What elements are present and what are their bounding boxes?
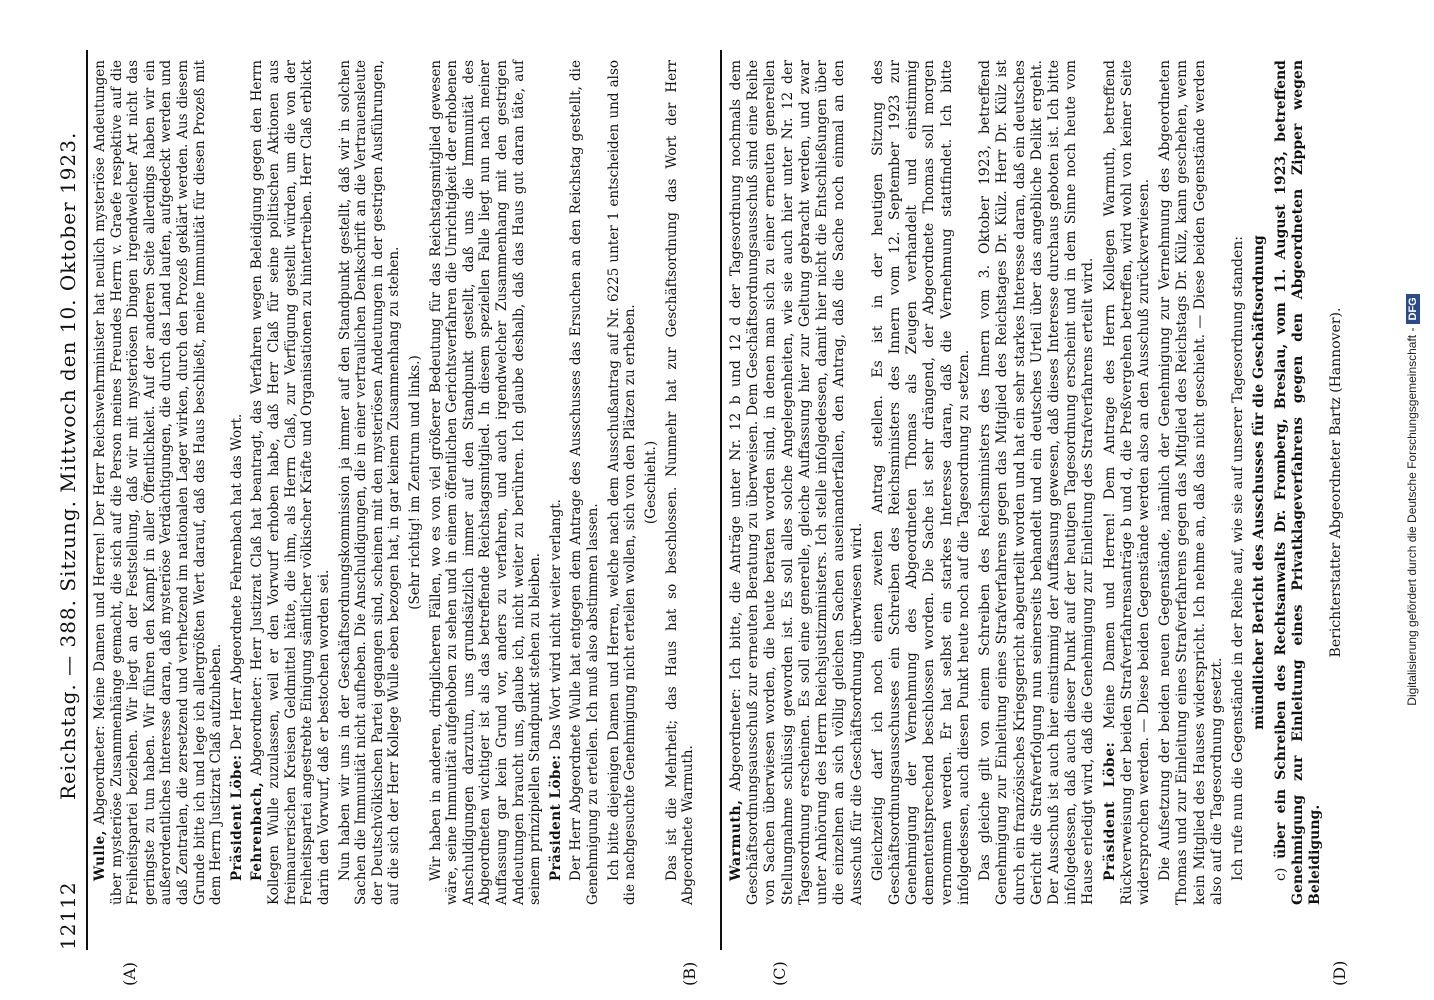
agenda-heading-wrap <box>1251 60 1268 905</box>
speaker-name: Präsident Löbe: <box>547 754 564 881</box>
credit-text: Digitalisierung gefördert durch die Deutsche Forschungsgemeinschaft - <box>1405 327 1419 706</box>
margin-marker-b: (B) <box>680 961 699 986</box>
speaker-name: Präsident Löbe: <box>1101 741 1118 881</box>
paragraph: Ich rufe nun die Gegenstände in der Reihe auf, wie sie auf unserer Tagesordnung standen: <box>1230 235 1247 881</box>
page-number: 12112 <box>56 881 80 950</box>
right-column <box>728 60 1364 905</box>
paragraph <box>92 60 225 905</box>
paragraph: Ich bitte diejenigen Damen und Herren, welche nach dem Ausschußantrag auf Nr. 6225 unter 1 entscheiden und also die nachgesuchte Genehmigung nicht erteilen wollen, sich von den Plätzen zu erheben. <box>605 60 639 905</box>
column-divider <box>720 50 722 950</box>
speech-text: Abgeordneter: Ich bitte, die Anträge unter Nr. 12 b und 12 d der Tagesordnung nochmals dem Geschäftsordnungsausschuß zur erneuten Beratung zu überweisen. Dem Geschäftsordnungsausschuß sind eine Reihe von Sachen überwiesen worden, die heute beraten worden sind, in denen man sich zu einer erneuten generellen Stellungnahme schlüssig geworden ist. Es soll alles solche Angelegenheiten, wie sie auch hier unter Nr. 12 der Tagesordnung erscheinen. Es soll eine generelle, gleiche Auffassung hier zur Geltung gebracht werden, und zwar unter Anhörung des Herrn Reichsjustizministers. Ich stelle infolgedessen, damit hier nicht die Entschließungen über die einzelnen an sich völlig gleichen Sachen auseinanderfallen, den Antrag, daß die Sache noch einmal an den Ausschuß für die Geschäftsordnung überwiesen wird. <box>728 60 865 905</box>
speaker-name: Präsident Löbe: <box>228 754 245 881</box>
page-header <box>56 50 80 950</box>
margin-marker-c: (C) <box>770 961 789 986</box>
paragraph <box>229 60 246 905</box>
speech-text: Das Wort wird nicht weiter verlangt. <box>547 499 564 755</box>
rapporteur: Berichterstatter Abgeordneter Bartz (Hannover). <box>1328 307 1345 658</box>
left-column <box>92 60 712 905</box>
paragraph: Gleichzeitig darf ich noch einen zweiten Antrag stellen. Es ist in der heutigen Sitzung des Geschäftsordnungsausschusses ein Schreiben des Reichsministers des Innern vom 12. September 1923 zur Genehmigung der Vernehmung des Abgeordneten Thomas als Zeugen verhandelt und einstimmig demententsprechend beschlossen worden. Die Sache ist sehr drängend, der Abgeordnete Thomas soll morgen vernommen werden. Er hat selbst ein starkes Interesse daran, daß die Vernehmung stattfindet. Ich bitte infolgedessen, auch diesen Punkt heute noch auf die Tagesordnung zu setzen. <box>869 60 972 905</box>
paragraph: Der Herr Abgeordnete Wulle hat entgegen dem Antrage des Ausschusses das Ersuchen an den Reichstag gestellt, die Genehmigung zu erteilen. Ich muß also abstimmen lassen. <box>568 60 602 905</box>
running-head: Reichstag. — 388. Sitzung. Mittwoch den 10. Oktober 1923. <box>56 131 80 800</box>
paragraph <box>1102 60 1154 905</box>
interjection: (Geschieht.) <box>642 440 659 525</box>
speech-text: Abgeordneter: Herr Justizrat Claß hat beantragt, das Verfahren wegen Beleidigung gegen den Herrn Kollegen Wulle zuzulassen, weil er den Vorwurf erhoben habe, daß Herr Claß für seine politischen Aktionen aus freimaurerischen Kreisen Geldmittel hätte, die ihm, als Herrn Claß, zur Verfügung gestellt würden, um die von der Freiheitspartei angestrebte Einigung sämtlicher völkischer Kräfte und Organisationen zu hintertreiben. Herr Claß erblickt darin den Vorwurf, daß er bestochen worden sei. <box>249 60 332 905</box>
agenda-heading: mündlicher Bericht des Ausschusses für die Geschäftsordnung <box>1251 235 1268 730</box>
paragraph <box>249 60 332 905</box>
margin-marker-d: (D) <box>1330 960 1349 986</box>
paragraph: Die Aufsetzung der beiden neuen Gegenstände, nämlich der Genehmigung zur Vernehmung des Abgeordneten Thomas und zur Einleitung eines Strafverfahrens gegen das Mitglied des Reichstags Dr. Külz, kann geschehen, wenn kein Mitglied des Hauses widerspricht. Ich nehme an, daß das nicht geschieht. — Diese beiden Gegenstände werden also auf die Tagesordnung gesetzt. <box>1157 60 1225 905</box>
agenda-item-prefix: c) <box>1272 858 1289 881</box>
paragraph: Wir haben in anderen, dringlicheren Fällen, wo es von viel größerer Bedeutung für das Reichstagsmitglied gewesen wäre, seine Immunität aufgehoben zu sehen und in einem öffentlichen Gerichtsverfahren die Unrichtigkeit der erhobenen Anschuldigungen darzutun, uns grundsätzlich immer auf den Standpunkt gestellt, daß uns die Immunität des Abgeordneten wichtiger ist als das betreffende Reichstagsmitglied. In diesem speziellen Falle liegt nun nach meiner Auffassung gar kein Grund vor, anders zu verfahren, und auch irgendwelcher Zusammenhang mit den gestrigen Andeutungen braucht uns, glaube ich, nicht weiter zu berühren. Ich glaube deshalb, daß das Haus gut daran täte, auf seinem prinzipiellen Standpunkt stehen zu bleiben. <box>427 60 544 905</box>
digitization-credit <box>1405 0 1427 1000</box>
speech-text: Meine Damen und Herren! Dem Antrage des Herrn Kollegen Warmuth, betreffend Rückverweisung der beiden Strafverfahrensanträge b und d, die Preßvergehen betreffen, wird wohl von keiner Seite widersprochen werden. — Diese beiden Gegenstände werden also an den Ausschuß zurückverwiesen. <box>1101 60 1153 905</box>
header-rule <box>86 50 88 950</box>
paragraph <box>548 60 565 905</box>
speech-text: Abgeordneter: Meine Damen und Herren! Der Herr Reichswehrminister hat neulich mysteriöse Andeutungen über mysteriöse Zusammenhänge gemacht, die sich auf die Person meines Freundes Herrn v. Graefe respektive auf die Freiheitspartei beziehen. Wir liegt an der Feststellung, daß wir mit mysteriösen Dingen irgendwelcher Art nicht das geringste zu tun haben. Wir führen den Kampf in aller Öffentlichkeit. Auf der anderen Seite allerdings haben wir ein außerordentliches Interesse daran, daß mysteriöse Verdächtigungen, die durch das Land laufen, aufgedeckt werden und daß Zentralen, die zersetzend und verhetzend im nationalen Lager wirken, durch den Prozeß geklärt werden. Aus diesem Grunde bitte ich und lege ich allergrößten Wert darauf, daß das Haus beschließt, meine Immunität für diesen Prozeß mit dem Herrn Justizrat Claß aufzuheben. <box>92 60 225 905</box>
paragraph: Das gleiche gilt von einem Schreiben des Reichsministers des Innern vom 3. Oktober 1923, betreffend Genehmigung zur Einleitung eines Strafverfahrens gegen das Mitglied des Reichstages Dr. Külz. Herr Dr. Külz ist durch ein französisches Kriegsgericht abgeurteilt worden und hat ein sehr starkes Interesse daran, daß ein deutsches Gericht die Strafverfolgung nun seinerseits behandelt und ein deutsches Urteil über das angebliche Delikt ergeht. Der Ausschuß ist auch hier einstimmig der Auffassung gewesen, daß dieses Interesse durchaus geboten ist. Ich bitte infolgedessen, daß auch dieser Punkt auf der heutigen Tagesordnung erscheint und in dem Sinne noch heute vom Hause erledigt wird, daß die Genehmigung zur Einleitung des Strafverfahrens erteilt wird. <box>977 60 1097 905</box>
paragraph: Das ist die Mehrheit; das Haus hat so beschlossen. Nunmehr hat zur Geschäftsordnung das Wort der Herr Abgeordnete Warmuth. <box>663 60 697 905</box>
interjection: (Sehr richtig! im Zentrum und links.) <box>406 355 423 610</box>
paragraph: Nun haben wir uns in der Geschäftsordnungskommission ja immer auf den Standpunkt gestellt, daß wir in solchen Sachen die Immunität nicht aufheben. Die Anschuldigungen, die in einer vertraulichen Denkschrift an die Vertrauensleute der Deutschvölkischen Partei gegangen sind, scheinen mit den mysteriösen Andeutungen in der gestrigen Ausführungen, auf die sich der Herr Kollege Wulle eben bezogen hat, in gar keinem Zusammenhang zu stehen. <box>336 60 403 905</box>
speech-text: Der Herr Abgeordnete Fehrenbach hat das Wort. <box>228 413 245 755</box>
paragraph <box>728 60 866 905</box>
speaker-name: Wulle, <box>92 830 108 881</box>
speaker-name: Warmuth, <box>728 799 744 881</box>
speaker-name: Fehrenbach, <box>249 781 266 881</box>
agenda-item <box>1273 60 1325 905</box>
agenda-item-title: über ein Schreiben des Rechtsanwalts Dr. Fromberg, Breslau, vom 11. August 1923, betreffend Genehmigung zur Einleitung eines Privatklageverfahrens gegen den Abgeordneten Zipper wegen Beleidigung. <box>1272 60 1323 905</box>
dfg-logo: DFG <box>1406 294 1420 323</box>
margin-marker-a: (A) <box>120 961 139 986</box>
